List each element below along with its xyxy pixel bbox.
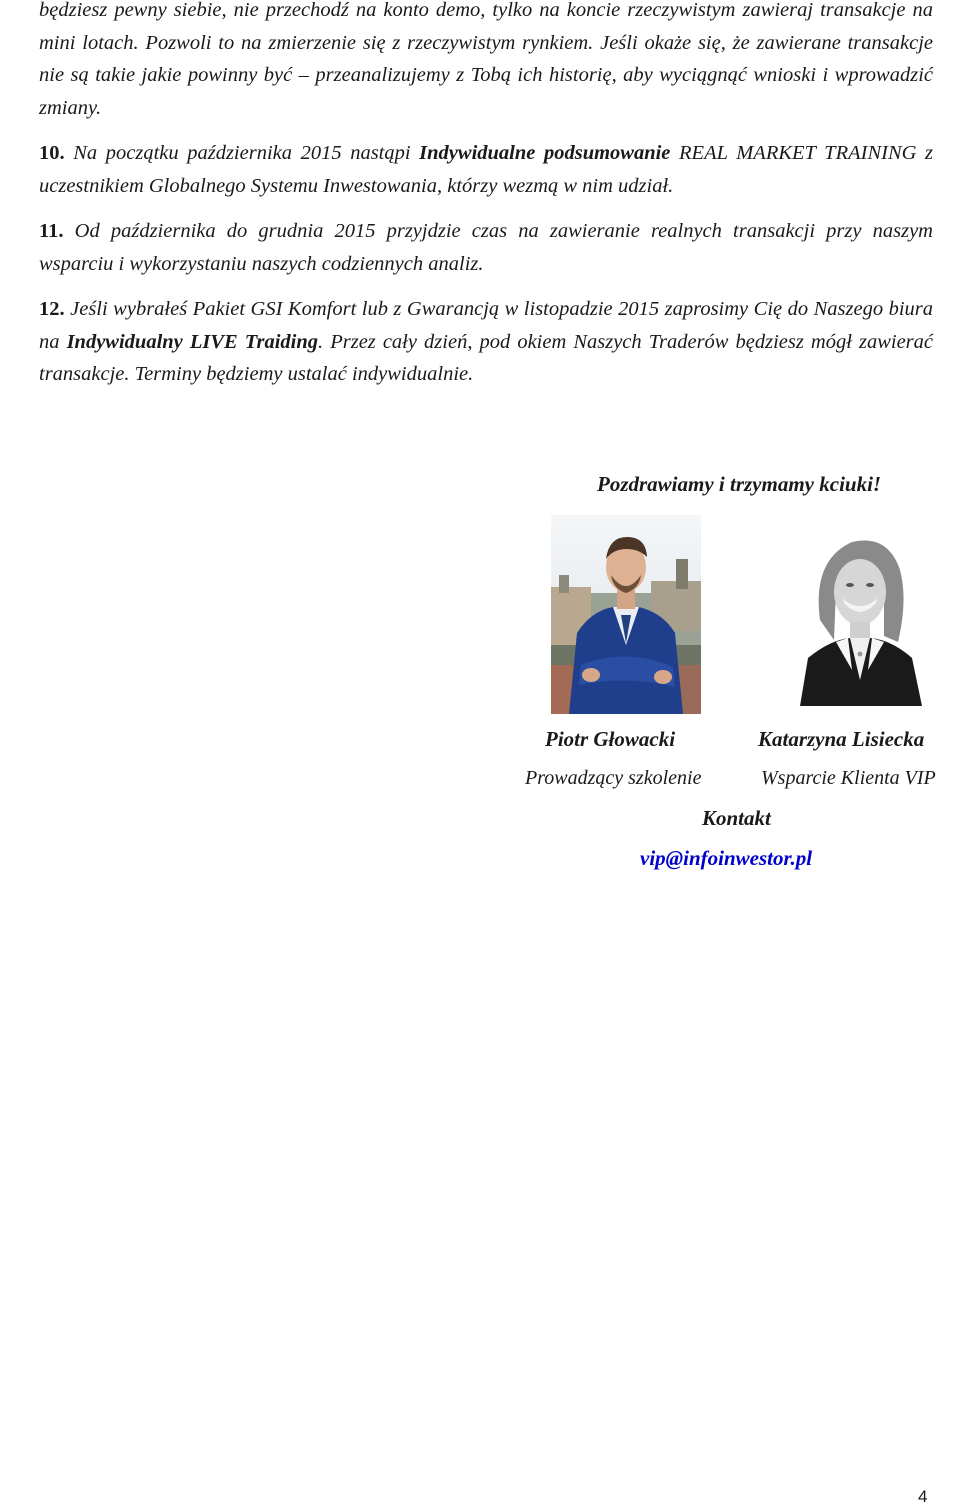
intro-paragraph: będziesz pewny siebie, nie przechodź na konto demo, tylko na koncie rzeczywistym zawieraj transakcje na mini lotach. Pozwoli to na zmierzenie się z rzeczywistym rynkiem. Jeśli okaże się, że zawierane transakcje nie są takie jakie powinny być – przeanalizujemy z Tobą ich historię, aby wyciągnąć wnioski i wprowadzić zmiany. [39, 0, 933, 119]
person-name-2: Katarzyna Lisiecka [758, 727, 925, 751]
contact-label: Kontakt [702, 806, 771, 830]
person-name-1: Piotr Głowacki [545, 727, 676, 751]
person-role-1: Prowadzący szkolenie [525, 767, 702, 789]
item-text: Od października do grudnia 2015 przyjdzie czas na zawieranie realnych transakcji przy naszym wsparciu i wykorzystaniu naszych codziennych analiz. [39, 220, 933, 275]
portrait-photo-1 [551, 515, 701, 714]
item-number: 12. [39, 298, 65, 320]
item-text: Na początku października 2015 nastąpi [64, 142, 420, 164]
item-bold-text: Indywidualne podsumowanie [419, 142, 671, 164]
body-text [39, 0, 933, 404]
item-text: . Przez cały dzień, pod okiem Naszych Traderów będziesz mógł zawierać transakcje. Terminy będziemy ustalać indywidualnie. [39, 330, 934, 385]
list-item-11 [39, 215, 933, 280]
item-text: Jeśli wybrałeś Pakiet GSI Komfort lub z Gwarancją w listopadzie 2015 zaprosimy Cię do Naszego biura na [39, 298, 933, 353]
list-item-10 [39, 137, 933, 202]
page-number: 4 [918, 1487, 928, 1506]
person-role-2: Wsparcie Klienta VIP [761, 767, 936, 789]
item-number: 11. [39, 220, 64, 242]
item-number: 10. [39, 142, 65, 164]
closing-greeting: Pozdrawiamy i trzymamy kciuki! [597, 472, 882, 496]
item-bold-text: Indywidualny LIVE Traiding [66, 330, 319, 353]
portrait-photo-2 [790, 530, 930, 706]
item-text: REAL MARKET TRAINING z uczestnikiem Globalnego Systemu Inwestowania, którzy wezmą w nim udział. [39, 142, 933, 197]
contact-email-link[interactable]: vip@infoinwestor.pl [640, 846, 813, 870]
list-item-12 [39, 293, 933, 391]
